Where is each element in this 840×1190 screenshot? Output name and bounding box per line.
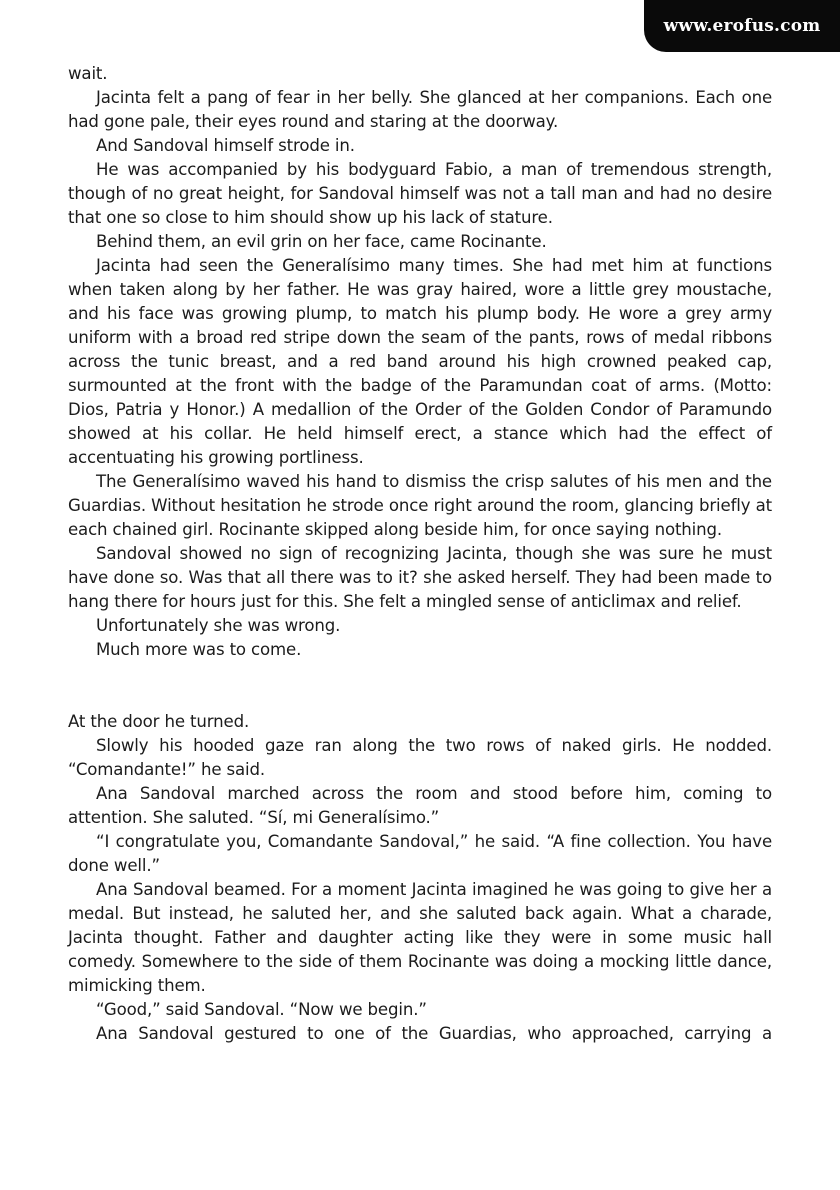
paragraph: Jacinta felt a pang of fear in her belly. She glanced at her companions. Each one had gone pale, their eyes round and staring at the doorway. xyxy=(68,88,772,131)
paragraph: wait. xyxy=(68,64,108,83)
paragraph: He was accompanied by his bodyguard Fabio, a man of tremendous strength, though of no great height, for Sandoval himself was not a tall man and had no desire that one so close to him should show up his lack of stature. xyxy=(68,160,772,227)
paragraph: “I congratulate you, Comandante Sandoval,” he said. “A fine collection. You have done well.” xyxy=(68,832,772,875)
paragraph: Sandoval showed no sign of recognizing Jacinta, though she was sure he must have done so. Was that all there was to it? she asked herself. They had been made to hang there for hours just for this. She felt a mingled sense of anticlimax and relief. xyxy=(68,544,772,611)
paragraph: Jacinta had seen the Generalísimo many times. She had met him at functions when taken along by her father. He was gray haired, wore a little grey moustache, and his face was growing plump, to match his plump body. He wore a grey army uniform with a broad red stripe down the seam of the pants, rows of medal ribbons across the tunic breast, and a red band around his high crowned peaked cap, surmounted at the front with the badge of the Paramundan coat of arms. (Motto: Dios, Patria y Honor.) A medallion of the Order of the Golden Condor of Paramundo showed at his collar. He held himself erect, a stance which had the effect of accentuating his growing portliness. xyxy=(68,256,772,467)
site-watermark xyxy=(644,0,840,52)
paragraph-last: Ana Sandoval gestured to one of the Guardias, who approached, carrying a xyxy=(96,1024,772,1043)
paragraph: Much more was to come. xyxy=(96,640,302,659)
section-one xyxy=(68,62,772,662)
paragraph: At the door he turned. xyxy=(68,712,250,731)
paragraph: Ana Sandoval beamed. For a moment Jacinta imagined he was going to give her a medal. But instead, he saluted her, and she saluted back again. What a charade, Jacinta thought. Father and daughter acting like they were in some music hall comedy. Somewhere to the side of them Rocinante was doing a mocking little dance, mimicking them. xyxy=(68,880,772,995)
paragraph: Ana Sandoval marched across the room and stood before him, coming to attention. She saluted. “Sí, mi Generalísimo.” xyxy=(68,784,772,827)
watermark-text: www.erofus.com xyxy=(663,16,821,36)
paragraph: Unfortunately she was wrong. xyxy=(96,616,341,635)
paragraph: The Generalísimo waved his hand to dismiss the crisp salutes of his men and the Guardias. Without hesitation he strode once right around the room, glancing briefly at each chained girl. Rocinante skipped along beside him, for once saying nothing. xyxy=(68,472,772,539)
paragraph: Slowly his hooded gaze ran along the two rows of naked girls. He nodded. “Comandante!” he said. xyxy=(68,736,772,779)
book-page xyxy=(68,62,772,1046)
section-two xyxy=(68,710,772,1046)
paragraph: “Good,” said Sandoval. “Now we begin.” xyxy=(96,1000,427,1019)
paragraph: And Sandoval himself strode in. xyxy=(96,136,355,155)
section-break xyxy=(68,662,772,710)
paragraph: Behind them, an evil grin on her face, came Rocinante. xyxy=(96,232,547,251)
